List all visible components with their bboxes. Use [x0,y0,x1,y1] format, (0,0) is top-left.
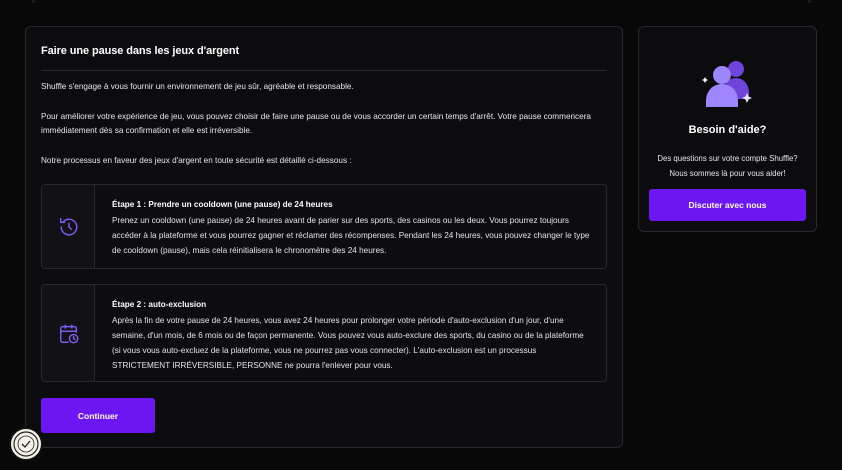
seal-emblem-icon [11,429,41,459]
certification-seal-badge[interactable] [9,427,43,461]
step-1-icon-column [42,185,95,268]
step-1-box [41,184,607,269]
support-people-icon [701,57,757,113]
step-2-title: Étape 2 : auto-exclusion [112,300,207,309]
card-title: Faire une pause dans les jeux d'argent [41,45,240,57]
help-text-line-1: Des questions sur votre compte Shuffle? [657,154,798,163]
step-2-icon-column [42,285,95,381]
chat-with-us-button[interactable]: Discuter avec nous [649,189,806,221]
step-2-box [41,284,607,382]
intro-text: Shuffle s'engage à vous fournir un environnement de jeu sûr, agréable et responsable. [41,82,354,91]
step-1-title: Étape 1 : Prendre un cooldown (une pause) de 24 heures [112,200,333,209]
corner-dot [32,0,35,3]
responsible-gambling-card [25,26,623,448]
help-card [638,26,817,232]
help-title: Besoin d'aide? [688,124,767,136]
pause-explanation-text: Pour améliorer votre expérience de jeu, vous pouvez choisir de faire une pause ou de vous accorder un certain temps d'arrêt. Votre pause commencera immédiatement dès sa confirmation et elle est irréversible. [41,112,591,135]
help-text [639,151,816,181]
corner-dot [808,0,811,3]
continue-button[interactable]: Continuer [41,398,155,433]
calendar-clock-icon [58,323,80,345]
step-1-description: Prenez un cooldown (une pause) de 24 heures avant de parier sur des sports, des casinos ou les deux. Vous pourrez toujours accéder à la plateforme et vous pourrez gagner et réclamer des récompenses. Pendant les 24 heures, vous pouvez changer le type de cooldown (pause), mais cela réinitialisera le chronomètre des 24 heures. [112,216,590,255]
title-divider [41,70,607,71]
help-text-line-2: Nous sommes là pour vous aider! [669,169,786,178]
step-2-description: Après la fin de votre pause de 24 heures, vous avez 24 heures pour prolonger votre période d'auto-exclusion d'un jour, d'une semaine, d'un mois, de 6 mois ou de façon permanente. Vous pouvez vous auto-exclure des sports, du casino ou de la plateforme (si vous vous auto-excluez de la plateforme, vous ne pourrez pas vous connecter). L'auto-exclusion est un processus STRICTEMENT IRRÉVERSIBLE, PERSONNE ne pourra l'enlever pour vous. [112,316,584,370]
clock-history-icon [58,216,80,238]
process-intro-text: Notre processus en faveur des jeux d'argent en toute sécurité est détaillé ci-dessous : [41,156,352,165]
